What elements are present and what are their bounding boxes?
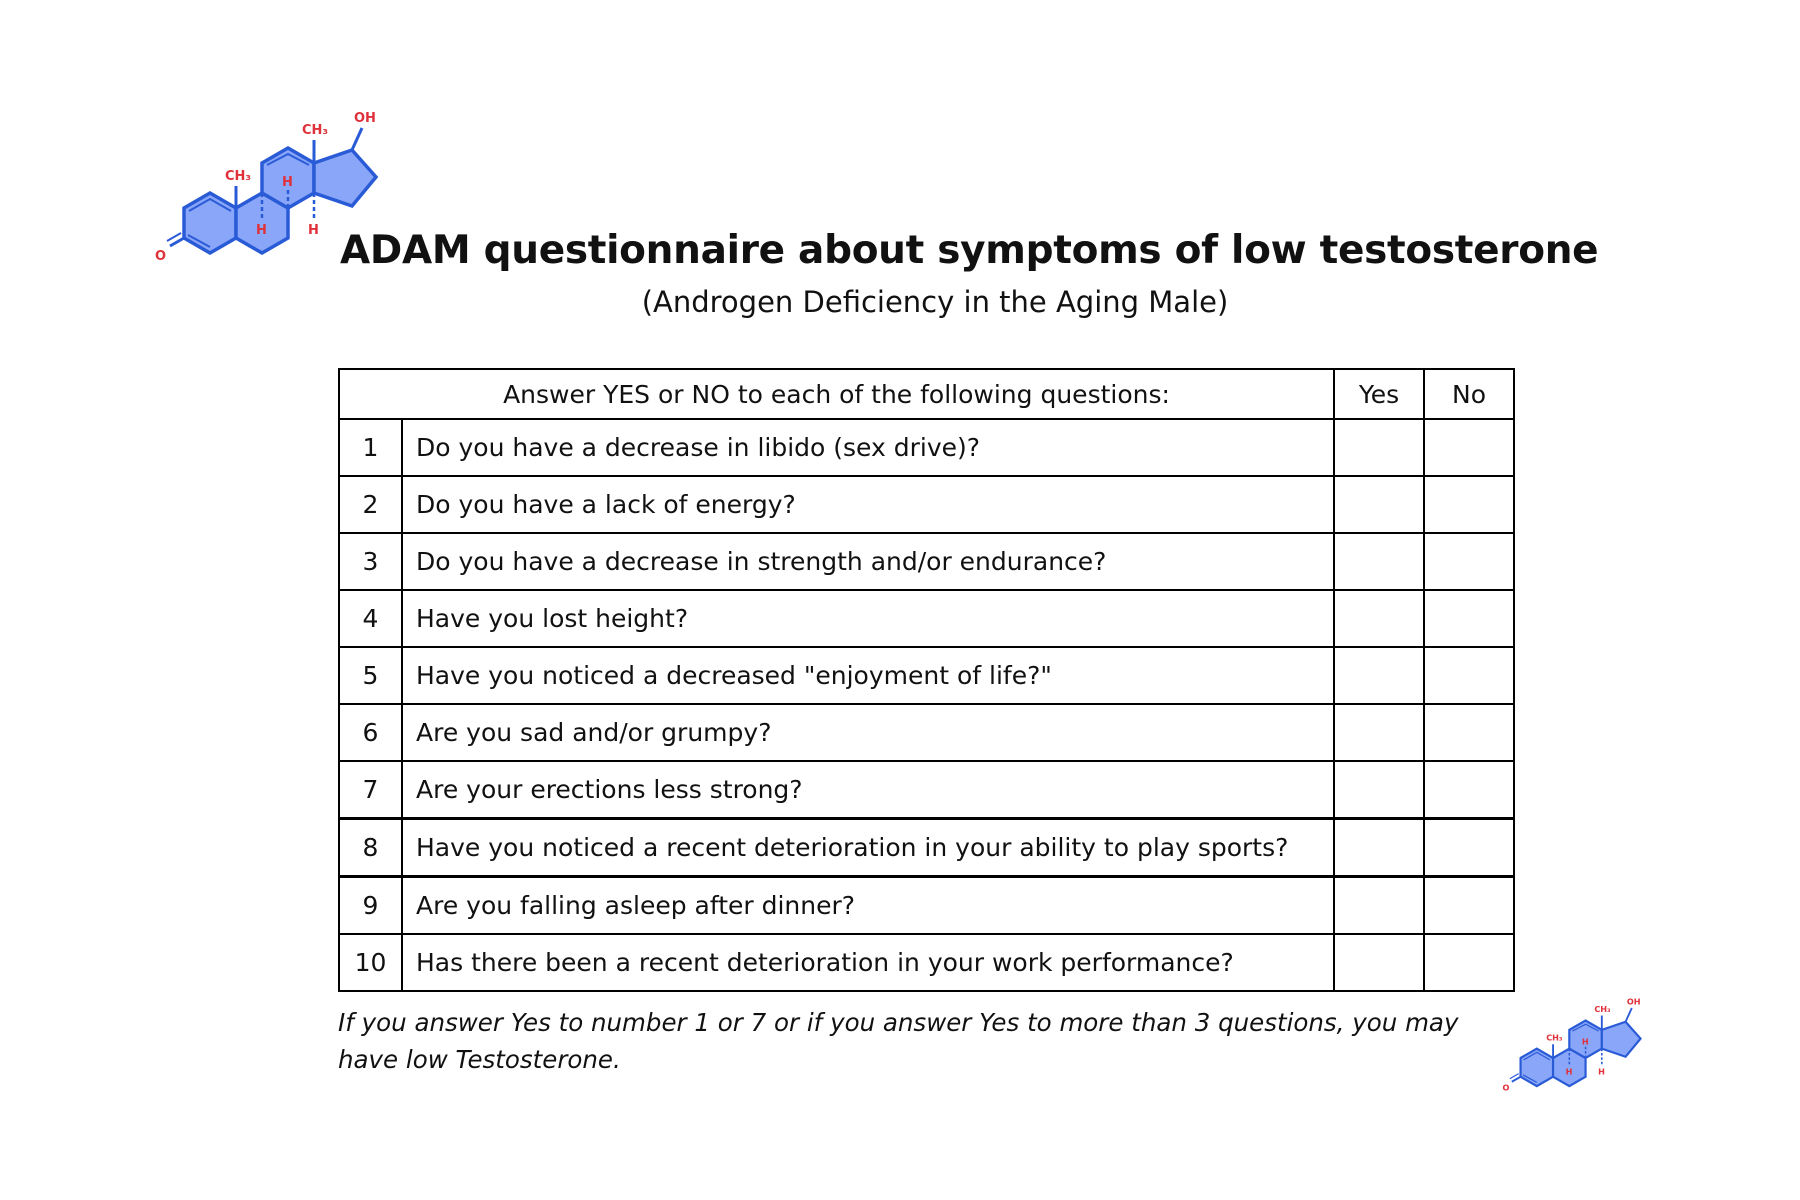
h-label: H xyxy=(282,175,293,190)
page-subtitle: (Androgen Deficiency in the Aging Male) xyxy=(641,285,1229,319)
question-text: Do you have a decrease in strength and/or endurance? xyxy=(402,533,1334,590)
instruction-header: Answer YES or NO to each of the following questions: xyxy=(339,369,1334,419)
no-answer-cell[interactable] xyxy=(1424,877,1514,935)
question-number: 4 xyxy=(339,590,402,647)
question-text: Have you lost height? xyxy=(402,590,1334,647)
yes-answer-cell[interactable] xyxy=(1334,934,1424,991)
h-label: H xyxy=(1598,1066,1605,1077)
table-row xyxy=(339,533,1514,590)
yes-answer-cell[interactable] xyxy=(1334,704,1424,761)
yes-answer-cell[interactable] xyxy=(1334,761,1424,819)
table-row xyxy=(339,761,1514,819)
oxygen-label: O xyxy=(155,249,167,264)
yes-column-header: Yes xyxy=(1334,369,1424,419)
h-label: H xyxy=(1565,1066,1573,1077)
no-answer-cell[interactable] xyxy=(1424,476,1514,533)
page-title: ADAM questionnaire about symptoms of low testosterone xyxy=(340,228,1599,273)
h-label: H xyxy=(256,223,267,238)
table-row xyxy=(339,877,1514,935)
questionnaire-table xyxy=(338,368,1515,992)
no-column-header: No xyxy=(1424,369,1514,419)
table-row xyxy=(339,476,1514,533)
ch3-label: CH₃ xyxy=(1594,1003,1611,1014)
question-number: 9 xyxy=(339,877,402,935)
yes-answer-cell[interactable] xyxy=(1334,419,1424,476)
scoring-footnote: If you answer Yes to number 1 or 7 or if you answer Yes to more than 3 questions, you may have low Testosterone. xyxy=(338,1008,1459,1074)
question-number: 2 xyxy=(339,476,402,533)
question-number: 6 xyxy=(339,704,402,761)
table-row xyxy=(339,934,1514,991)
testosterone-molecule-small-icon xyxy=(1493,983,1665,1108)
h-label: H xyxy=(1581,1036,1589,1047)
table-row xyxy=(339,590,1514,647)
question-number: 8 xyxy=(339,819,402,877)
no-answer-cell[interactable] xyxy=(1424,533,1514,590)
question-text: Do you have a lack of energy? xyxy=(402,476,1334,533)
question-number: 3 xyxy=(339,533,402,590)
no-answer-cell[interactable] xyxy=(1424,761,1514,819)
oh-label: OH xyxy=(354,111,376,126)
oh-label: OH xyxy=(1626,996,1641,1007)
no-answer-cell[interactable] xyxy=(1424,590,1514,647)
no-answer-cell[interactable] xyxy=(1424,704,1514,761)
question-number: 1 xyxy=(339,419,402,476)
question-number: 5 xyxy=(339,647,402,704)
yes-answer-cell[interactable] xyxy=(1334,590,1424,647)
yes-answer-cell[interactable] xyxy=(1334,476,1424,533)
table-header-row xyxy=(339,369,1514,419)
table-row xyxy=(339,704,1514,761)
table-row xyxy=(339,819,1514,877)
yes-answer-cell[interactable] xyxy=(1334,819,1424,877)
h-label: H xyxy=(308,223,319,238)
question-number: 7 xyxy=(339,761,402,819)
no-answer-cell[interactable] xyxy=(1424,419,1514,476)
question-text: Are you falling asleep after dinner? xyxy=(402,877,1334,935)
table-row xyxy=(339,419,1514,476)
yes-answer-cell[interactable] xyxy=(1334,877,1424,935)
ch3-label: CH₃ xyxy=(1546,1032,1563,1043)
question-text: Has there been a recent deterioration in your work performance? xyxy=(402,934,1334,991)
yes-answer-cell[interactable] xyxy=(1334,533,1424,590)
no-answer-cell[interactable] xyxy=(1424,819,1514,877)
oxygen-label: O xyxy=(1502,1082,1510,1093)
question-text: Do you have a decrease in libido (sex drive)? xyxy=(402,419,1334,476)
question-number: 10 xyxy=(339,934,402,991)
no-answer-cell[interactable] xyxy=(1424,934,1514,991)
question-text: Are your erections less strong? xyxy=(402,761,1334,819)
ch3-label: CH₃ xyxy=(302,123,329,138)
ch3-label: CH₃ xyxy=(225,169,252,184)
question-text: Have you noticed a decreased "enjoyment of life?" xyxy=(402,647,1334,704)
question-text: Are you sad and/or grumpy? xyxy=(402,704,1334,761)
no-answer-cell[interactable] xyxy=(1424,647,1514,704)
table-row xyxy=(339,647,1514,704)
yes-answer-cell[interactable] xyxy=(1334,647,1424,704)
question-text: Have you noticed a recent deterioration in your ability to play sports? xyxy=(402,819,1334,877)
